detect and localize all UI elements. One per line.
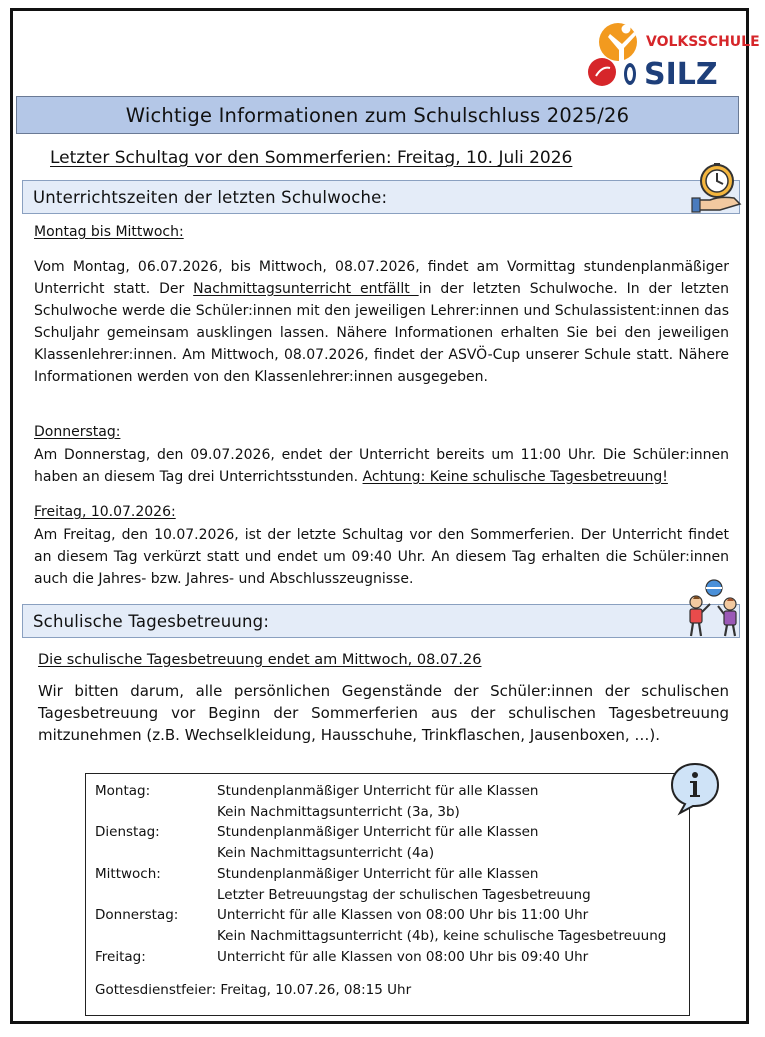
- summary-info-box: [85, 773, 690, 1016]
- paragraph-mon-wed: [34, 256, 729, 388]
- paragraph-mon-wed-text-b: in der letzten Schulwoche. In der letzten Schulwoche werde die Schüler:innen mit den jeweiligen Lehrer:innen und Schulassistent:innen das Schuljahr gemeinsam ausklingen lassen. Nähere Informationen erhalten Sie bei den jeweiligen Klassenlehrer:innen. Am Mittwoch, 08.07.2026, findet der ASVÖ-Cup unserer Schule statt. Nähere Informationen werden von den Klassenlehrer:innen ausgegeben.: [34, 281, 729, 385]
- school-logo: [588, 22, 760, 92]
- info-day-text: Kein Nachmittagsunterricht (4a): [217, 845, 435, 861]
- paragraph-friday: [34, 524, 729, 590]
- children-playing-icon: [684, 578, 744, 640]
- logo-line1: VOLKSSCHULE: [646, 34, 760, 50]
- paragraph-day-care: Wir bitten darum, alle persönlichen Gegenstände der Schüler:innen der schulischen Tagesbetreuung vor Beginn der Sommerferien aus der schulischen Tagesbetreuung mitzunehmen (z.B. Wechselkleidung, Hausschuhe, Trinkflaschen, Jausenboxen, …).: [38, 682, 729, 744]
- info-day-text: Unterricht für alle Klassen von 08:00 Uhr bis 09:40 Uhr: [217, 949, 589, 965]
- info-day-text: Letzter Betreuungstag der schulischen Tagesbetreuung: [217, 887, 591, 903]
- subheading-day-care-end: Die schulische Tagesbetreuung endet am Mittwoch, 08.07.26: [38, 652, 482, 668]
- info-day-text: Kein Nachmittagsunterricht (3a, 3b): [217, 804, 460, 820]
- clock-hand-icon: [690, 162, 742, 216]
- page-title: Wichtige Informationen zum Schulschluss 2025/26: [16, 96, 739, 134]
- info-day-label: Donnerstag:: [95, 907, 179, 923]
- subheading-thursday: Donnerstag:: [34, 424, 121, 440]
- info-day-text: Kein Nachmittagsunterricht (4b), keine schulische Tagesbetreuung: [217, 928, 667, 944]
- paragraph-mon-wed-text-a: Vom Montag, 06.07.2026, bis Mittwoch, 08.07.2026, findet am Vormittag stundenplanmäßiger Unterricht statt. Der: [34, 259, 729, 297]
- paragraph-thursday: [34, 444, 729, 488]
- info-day-label: Dienstag:: [95, 824, 160, 840]
- info-day-text: Stundenplanmäßiger Unterricht für alle Klassen: [217, 824, 539, 840]
- subheading-friday: Freitag, 10.07.2026:: [34, 504, 176, 520]
- info-icon: [668, 761, 722, 815]
- section-heading-schedule: Unterrichtszeiten der letzten Schulwoche:: [22, 180, 740, 214]
- info-day-text: Stundenplanmäßiger Unterricht für alle Klassen: [217, 783, 539, 799]
- info-day-text: Unterricht für alle Klassen von 08:00 Uhr bis 11:00 Uhr: [217, 907, 589, 923]
- logo-line2: SILZ: [644, 57, 718, 92]
- paragraph-thursday-text: Am Donnerstag, den 09.07.2026, endet der Unterricht bereits um 11:00 Uhr. Die Schüler:innen haben an diesem Tag drei Unterrichtsstunden.: [34, 447, 729, 485]
- paragraph-friday-text: Am Freitag, den 10.07.2026, ist der letzte Schultag vor den Sommerferien. Der Unterricht findet an diesem Tag verkürzt statt und endet um 09:40 Uhr. An diesem Tag erhalten die Schüler:innen auch die Jahres- bzw. Jahres- und Abschlusszeugnisse.: [34, 527, 729, 587]
- last-school-day: Letzter Schultag vor den Sommerferien: Freitag, 10. Juli 2026: [50, 148, 573, 168]
- info-day-text: Stundenplanmäßiger Unterricht für alle Klassen: [217, 866, 539, 882]
- info-day-label: Mittwoch:: [95, 866, 161, 882]
- info-day-label: Freitag:: [95, 949, 146, 965]
- no-day-care-warning: Achtung: Keine schulische Tagesbetreuung!: [362, 469, 668, 485]
- info-day-label: Montag:: [95, 783, 151, 799]
- section-heading-day-care: Schulische Tagesbetreuung:: [22, 604, 740, 638]
- afternoon-cancelled-text: Nachmittagsunterricht entfällt: [193, 281, 419, 297]
- subheading-mon-wed: Montag bis Mittwoch:: [34, 224, 184, 240]
- church-service-note: Gottesdienstfeier: Freitag, 10.07.26, 08:15 Uhr: [95, 982, 412, 998]
